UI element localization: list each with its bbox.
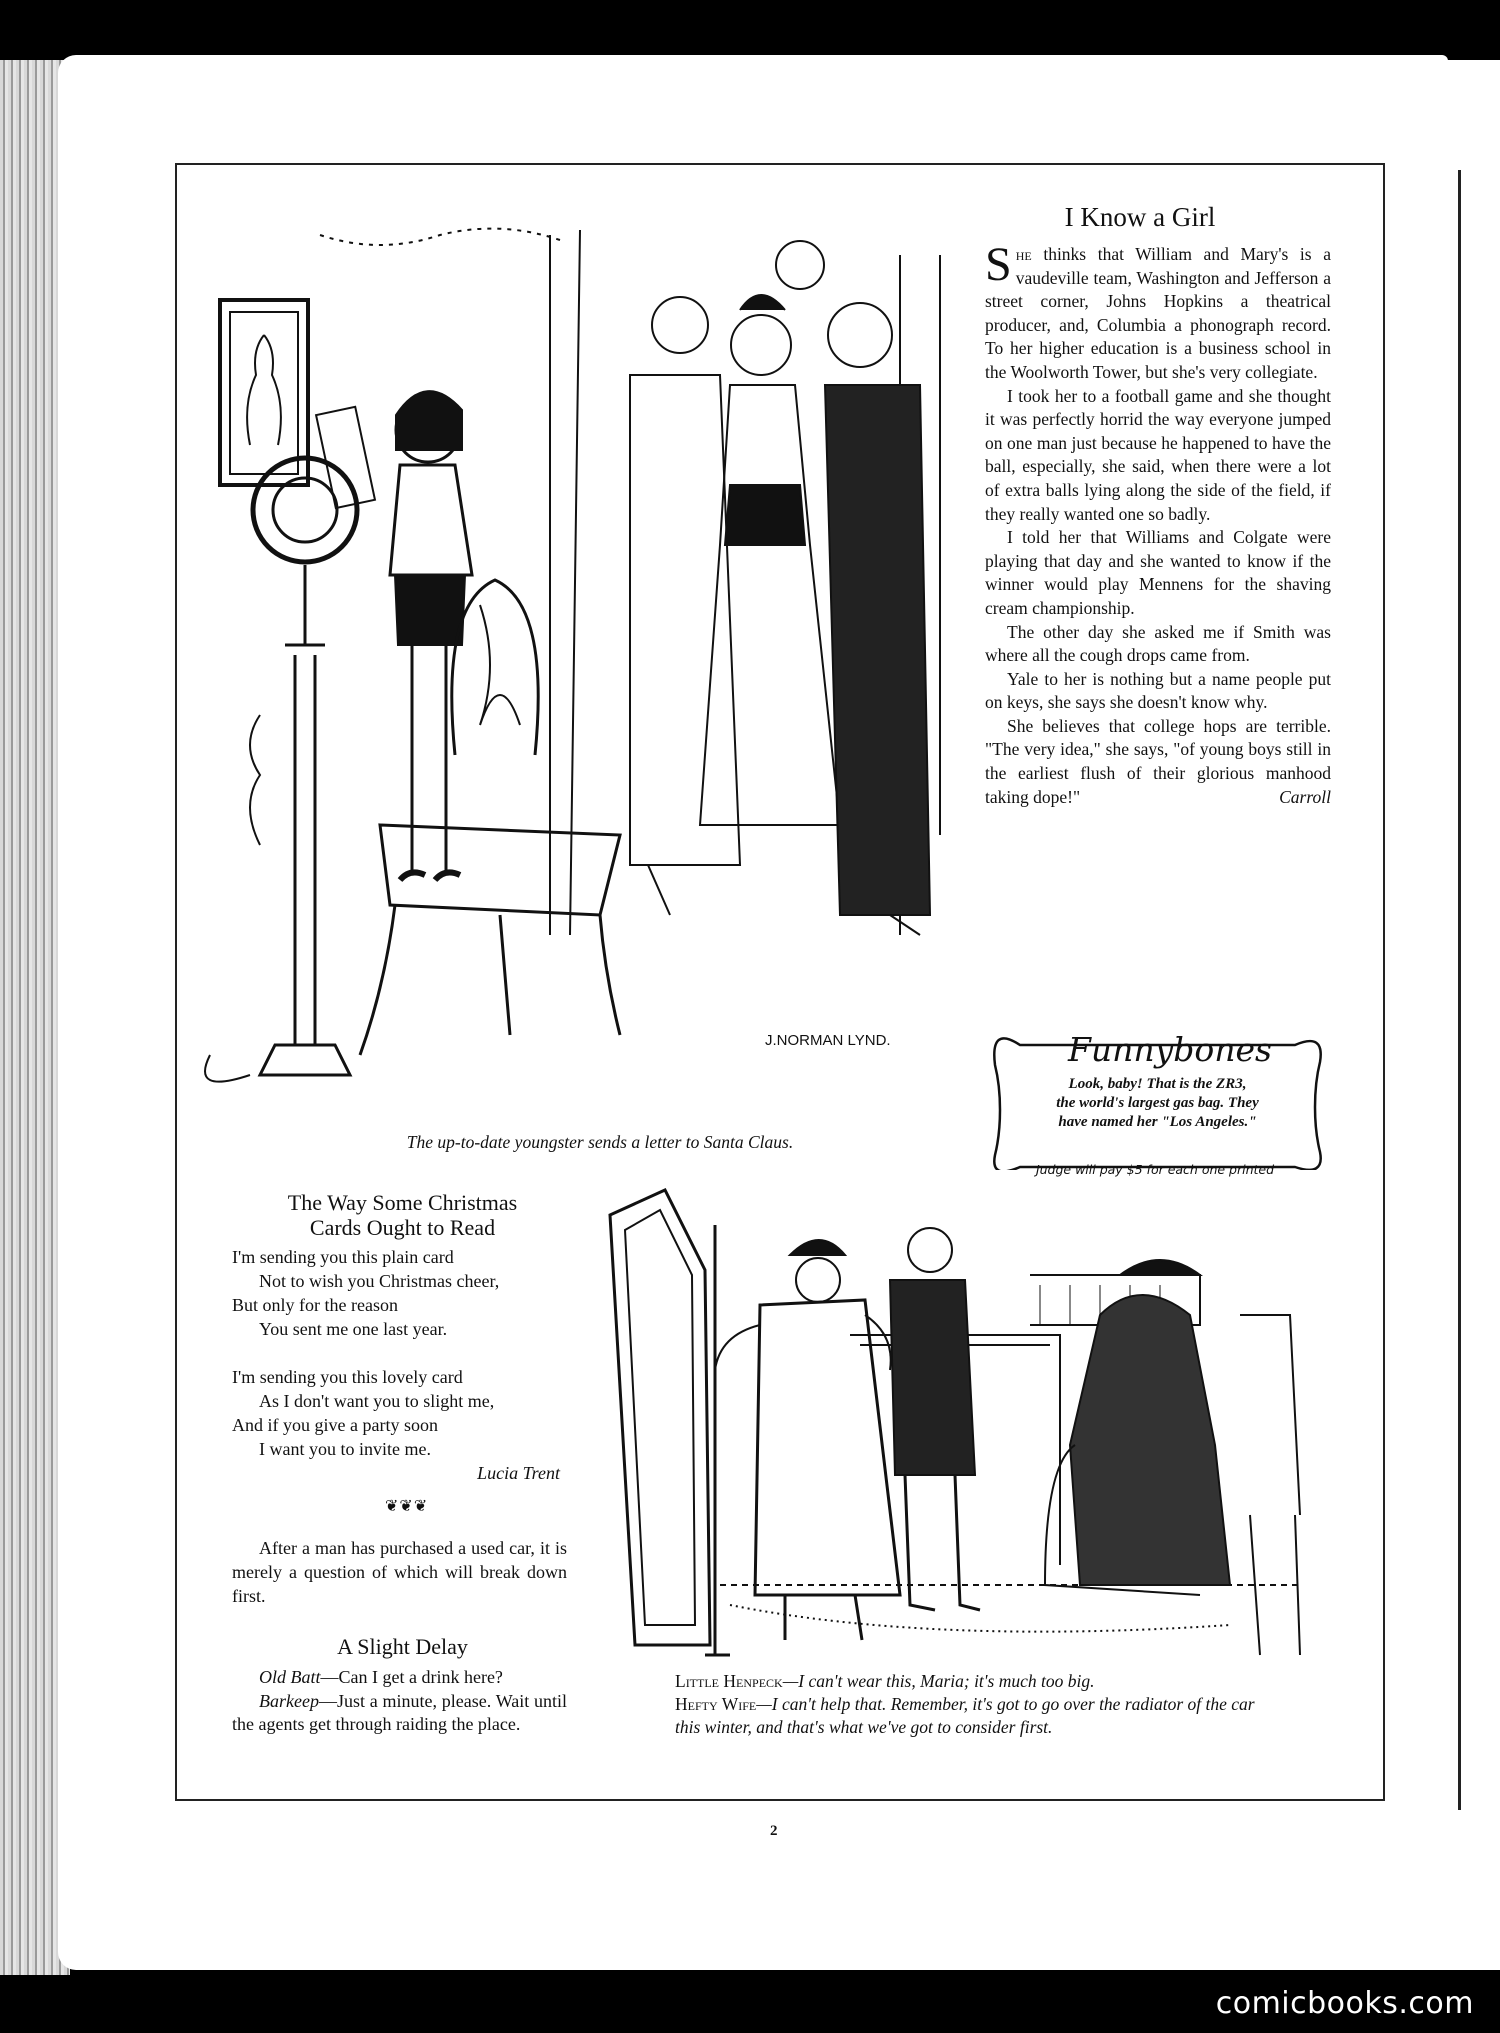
poem-title-line: Cards Ought to Read — [309, 1215, 496, 1240]
top-cartoon-caption: The up-to-date youngster sends a letter to Santa Claus. — [406, 1132, 794, 1152]
coat-fitting-cartoon — [600, 1185, 1310, 1665]
slight-delay-body — [232, 1666, 567, 1737]
article-paragraph — [985, 715, 1331, 809]
funnybones-joke — [1005, 1075, 1310, 1132]
poem-line: And if you give a party soon — [232, 1415, 438, 1435]
dialogue-text: —I can't help that. Remember, it's got to go over the radiator of the car this winter, and that's what we've got to consider first. — [675, 1694, 1255, 1737]
poem-line: I'm sending you this plain card — [232, 1247, 454, 1267]
poem-line: Not to wish you Christmas cheer, — [259, 1271, 500, 1291]
site-watermark: comicbooks.com — [1215, 1986, 1474, 2021]
article-paragraph: Yale to her is nothing but a name people put on keys, she says she doesn't know why. — [985, 668, 1331, 713]
funnybones-title: Funnybones — [1067, 1030, 1272, 1069]
funnybones-footer: Judge will pay $5 for each one printed — [1035, 1162, 1275, 1177]
paragraph-text: She believes that college hops are terrible. "The very idea," she says, "of young boys still in the earliest flush of their glorious manhood taking dope!" — [985, 715, 1331, 807]
dialogue-text: —Can I get a drink here? — [320, 1667, 503, 1687]
poem-line: As I don't want you to slight me, — [259, 1391, 495, 1411]
bottom-cartoon-caption — [675, 1670, 1280, 1739]
paragraph-text: thinks that William and Mary's is a vaudeville team, Washington and Jefferson a street corner, Johns Hopkins a theatrical producer, and, Columbia a phonograph record. To her higher education is a business school in the Woolworth Tower, but she's very collegiate. — [985, 244, 1331, 382]
drop-cap: S — [985, 238, 1012, 291]
caption-line — [675, 1693, 1280, 1739]
radio-boy-cartoon — [200, 215, 980, 1105]
caption-line — [675, 1670, 1280, 1693]
article-paragraph: The other day she asked me if Smith was where all the cough drops came from. — [985, 621, 1331, 666]
joke-line: have named her "Los Angeles." — [1058, 1114, 1257, 1130]
used-car-joke: After a man has purchased a used car, it is merely a question of which will break down first. — [232, 1538, 567, 1606]
first-word: he — [1015, 244, 1032, 264]
artist-signature: J.NORMAN LYND. — [765, 1032, 891, 1049]
dialogue-line — [232, 1690, 567, 1737]
poem-line: I'm sending you this lovely card — [232, 1367, 463, 1387]
dialogue-text: —Just a minute, please. — [318, 1690, 492, 1711]
poem-title — [235, 1190, 570, 1240]
dialogue-text: Wait until the agents get through raiding the place. — [232, 1690, 567, 1734]
poem-line: You sent me one last year. — [259, 1319, 448, 1339]
article-signature: Carroll — [1279, 786, 1331, 807]
poem-body — [232, 1245, 572, 1485]
facing-page-edge — [1430, 60, 1500, 1970]
poem-author: Lucia Trent — [477, 1463, 560, 1483]
speaker: Barkeep — [259, 1690, 319, 1711]
speaker: Little Henpeck — [675, 1671, 783, 1691]
speaker: Old Batt — [259, 1667, 321, 1687]
dialogue-line — [232, 1666, 567, 1690]
page-number: 2 — [770, 1823, 778, 1839]
article-paragraph: I told her that Williams and Colgate were playing that day and she wanted to know if the winner would play Mennens for the shaving cream championship. — [985, 527, 1331, 618]
speaker: Hefty Wife — [675, 1694, 757, 1714]
ornament-divider: ❦❦❦ — [385, 1498, 429, 1515]
poem-line: But only for the reason — [232, 1295, 398, 1315]
article-title: I Know a Girl — [1064, 202, 1216, 232]
slight-delay-title: A Slight Delay — [337, 1634, 468, 1659]
dialogue-text: —I can't wear this, Maria; it's much too big. — [782, 1671, 1095, 1691]
article-paragraph — [985, 238, 1331, 385]
poem-line: I want you to invite me. — [259, 1439, 431, 1459]
article-paragraph: I took her to a football game and she thought it was perfectly horrid the way everyone jumped on one man just because he happened to have the ball, especially, she said, when there were a lot of extra balls lying along the side of the field, if they really wanted one so badly. — [985, 385, 1331, 524]
article-body — [985, 238, 1331, 809]
poem-title-line: The Way Some Christmas — [287, 1190, 518, 1215]
joke-line: Look, baby! That is the ZR3, — [1068, 1076, 1247, 1092]
joke-line: the world's largest gas bag. They — [1056, 1095, 1259, 1111]
